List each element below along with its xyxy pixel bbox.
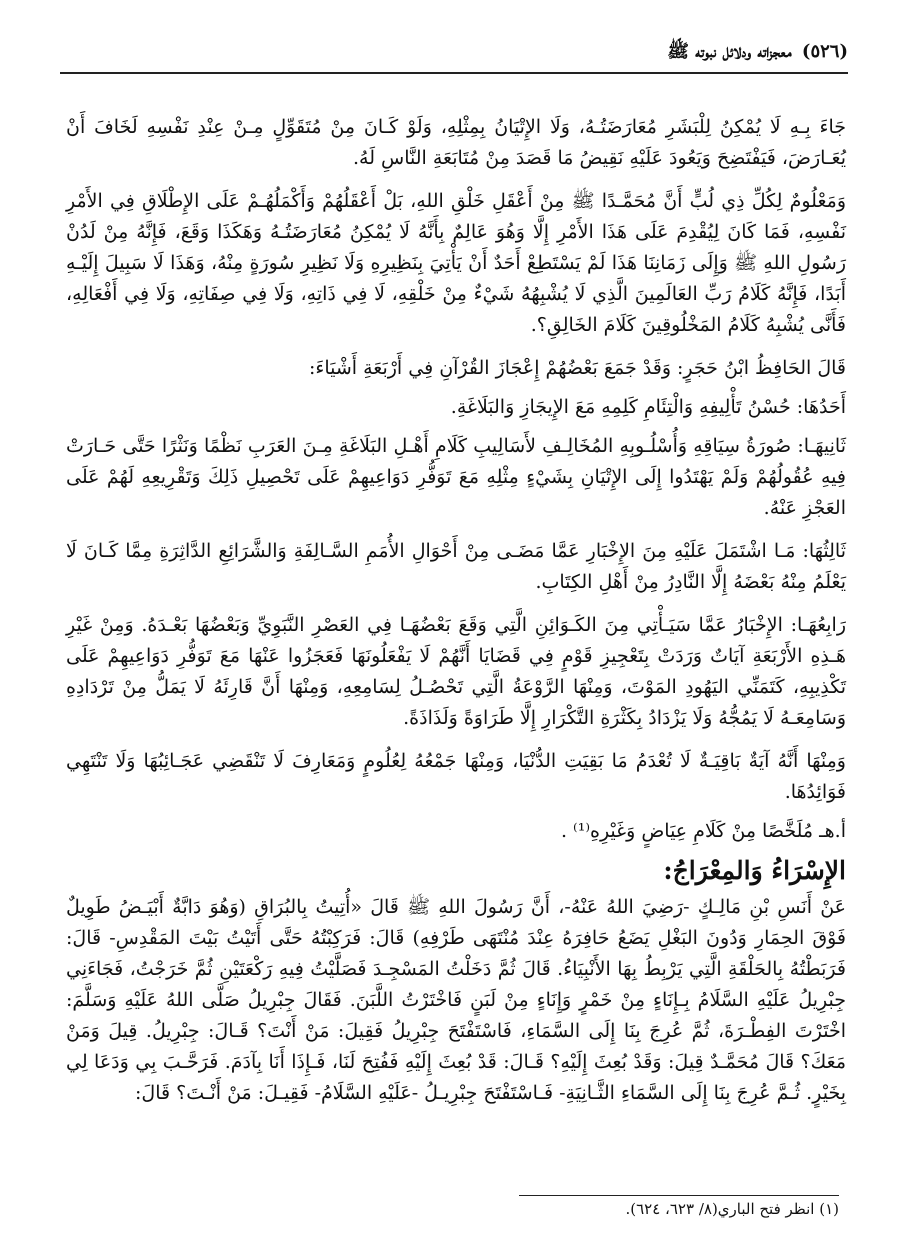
paragraph: رَابِعُهَـا: الإِخْبَارُ عَمَّا سَيَـأْتِي مِنَ الكَـوَائِنِ الَّتِي وَقَعَ بَعْضُهَـا فِي العَصْرِ النَّبَوِيِّ وَبَعْضُهَا بَعْـدَهُ. وَمِنْ غَيْرِ هَـذِهِ الأَرْبَعَةِ آيَاتٌ وَرَدَتْ بِتَعْجِيزِ قَوْمٍ فِي قَضَايَا أَنَّهُمْ لَا يَفْعَلُونَهَا فَعَجَزُوا عَنْهَا مَعَ تَوَفُّرِ دَوَاعِيهِمْ عَلَى تَكْذِيبِهِ، كَتَمَنِّي اليَهُودِ المَوْتَ، وَمِنْهَا الرَّوْعَةُ الَّتِي تَحْصُـلُ لِسَامِعِهِ، وَمِنْهَا أَنَّ قَارِئَهُ لَا يَمَلُّ مِنْ تَرْدَادِهِ وَسَامِعَـهُ لَا يَمُجُّهُ وَلَا يَزْدَادُ بِكَثْرَةِ التَّكْرَارِ إِلَّا طَرَاوَةً وَلَذَاذَةً. — [66, 614, 846, 729]
footnote-divider — [519, 1195, 839, 1196]
page-number: (٥٢٦) — [801, 41, 848, 62]
paragraph: قَالَ الحَافِظُ ابْنُ حَجَرٍ: وَقَدْ جَمَعَ بَعْضُهُمْ إِعْجَازَ القُرْآنِ فِي أَرْبَعَةِ أَشْيَاءَ: — [309, 357, 846, 379]
paragraph: جَاءَ بِـهِ لَا يُمْكِنُ لِلْبَشَرِ مُعَارَضَتُـهُ، وَلَا الإِتْيَانُ بِمِثْلِهِ، وَلَوْ كَـانَ مِنْ مُتَقَوِّلٍ مِـنْ عِنْدِ نَفْسِهِ لَخَافَ أَنْ يُعَـارَضَ، فَيَفْتَضِحَ وَيَعُودَ عَلَيْهِ نَقِيضُ مَا قَصَدَ مِنْ مُتَابَعَةِ النَّاسِ لَهُ. — [66, 116, 846, 169]
paragraph: ثَالِثُهَا: مَـا اشْتَمَلَ عَلَيْهِ مِنَ الإِخْبَارِ عَمَّا مَضَـى مِنْ أَحْوَالِ الأُمَمِ السَّـالِفَةِ وَالشَّرَائِعِ الدَّاثِرَةِ مِمَّا كَـانَ لَا يَعْلَمُ مِنْهُ بَعْضَهُ إِلَّا النَّادِرُ مِنْ أَهْلِ الكِتَابِ. — [66, 540, 846, 593]
running-header — [60, 40, 848, 74]
paragraph: ثَانِيهَـا: صُورَةُ سِيَاقِهِ وَأُسْلُـوبِهِ المُخَالِـفِ لأَسَالِيبِ كَلَامِ أَهْـلِ البَلَاغَةِ مِـنَ العَرَبِ نَظْمًا وَنَثْرًا حَتَّى حَـارَتْ فِيهِ عُقُولُهُمْ وَلَمْ يَهْتَدُوا إِلَى الإِتْيَانِ بِشَيْءٍ مِثْلِهِ مَعَ تَوَفُّرِ دَوَاعِيهِمْ عَلَى تَحْصِيلِ ذَلِكَ وَتَقْرِيعِهِ لَهُمْ عَلَى العَجْزِ عَنْهُ. — [66, 435, 846, 519]
running-title: معجزاته ودلائل نبوته ﷺ — [667, 41, 792, 62]
main-text — [66, 112, 846, 1121]
paragraph: عَنْ أَنَسِ بْنِ مَالِـكٍ -رَضِيَ اللهُ عَنْهُ-، أَنَّ رَسُولَ اللهِ ﷺ قَالَ «أُتِيتُ بِالبُرَاقِ (وَهُوَ دَابَّةٌ أَبْيَـضُ طَوِيلٌ فَوْقَ الحِمَارِ وَدُونَ البَغْلِ يَضَعُ حَافِرَهُ عِنْدَ مُنْتَهَى طَرْفِهِ) قَالَ: فَرَكِبْتُهُ حَتَّى أَتَيْتُ بَيْتَ المَقْدِسِ- قَالَ: فَرَبَطْتُهُ بِالحَلْقَةِ الَّتِي يَرْبِطُ بِهَا الأَنْبِيَاءُ. قَالَ ثُمَّ دَخَلْتُ المَسْجِـدَ فَصَلَّيْتُ فِيهِ رَكْعَتَيْنِ ثُمَّ خَرَجْتُ، فَجَاءَنِي جِبْرِيلُ عَلَيْهِ السَّلَامُ بِـإِنَاءٍ مِنْ خَمْرٍ وَإِنَاءٍ مِنْ لَبَنٍ فَاخْتَرْتُ اللَّبَنَ. فَقَالَ جِبْرِيلُ صَلَّى اللهُ عَلَيْهِ وَسَلَّمَ: اخْتَرْتَ الفِطْـرَةَ، ثُمَّ عُرِجَ بِنَا إِلَى السَّمَاءِ، فَاسْتَفْتَحَ جِبْرِيلُ فَقِيلَ: مَنْ أَنْتَ؟ قَـالَ: جِبْرِيلُ. قِيلَ وَمَنْ مَعَكَ؟ قَالَ مُحَمَّـدٌ قِيلَ: وَقَدْ بُعِثَ إِلَيْهِ؟ قَـالَ: قَدْ بُعِثَ إِلَيْهِ فَفُتِحَ لَنَا، فَـإِذَا أَنَا بِآدَمَ. فَرَحَّـبَ بِي وَدَعَا لِي بِخَيْرٍ. ثُـمَّ عُرِجَ بِنَا إِلَى السَّمَاءِ الثَّـانِيَةِ- فَـاسْتَفْتَحَ جِبْرِيـلُ -عَلَيْهِ السَّلَامُ- فَقِيـلَ: مَنْ أَنْـتَ؟ قَالَ: — [66, 896, 846, 1104]
paragraph: وَمِنْهَا أَنَّهُ آيَةٌ بَاقِيَـةٌ لَا تُعْدَمُ مَا بَقِيَتِ الدُّنْيَا، وَمِنْهَا جَمْعُهُ لِعُلُومٍ وَمَعَارِفَ لَا تَنْقَضِي عَجَـائِبُهَا وَلَا تَنْتَهِي فَوَائِدُهَا. — [66, 750, 846, 803]
paragraph: أ.هـ مُلَخَّصًا مِنْ كَلَامِ عِيَاضٍ وَغَيْرِهِ⁽¹⁾ . — [560, 820, 846, 842]
section-title: الإِسْرَاءُ وَالمِعْرَاجُ: — [663, 856, 846, 885]
footnote: (١) انظر فتح الباري(٨/ ٦٢٣، ٦٢٤). — [625, 1200, 839, 1218]
paragraph: أَحَدُهَا: حُسْنُ تَأْلِيفِهِ وَالْتِئَامِ كَلِمِهِ مَعَ الإِيجَازِ وَالبَلَاغَةِ. — [450, 396, 846, 418]
paragraph: وَمَعْلُومٌ لِكُلِّ ذِي لُبٍّ أَنَّ مُحَمَّـدًا ﷺ مِنْ أَعْقَلِ خَلْقِ اللهِ، بَلْ أَعْقَلُهُمْ وَأَكْمَلُهُـمْ عَلَى الإِطْلَاقِ فِي الأَمْرِ نَفْسِهِ، فَمَا كَانَ لِيُقْدِمَ عَلَى هَذَا الأَمْرِ إِلَّا وَهُوَ عَالِمٌ بِأَنَّهُ لَا يُمْكِنُ مُعَارَضَتُـهُ وَهَكَذَا وَقَعَ، فَإِنَّهُ مِنْ لَدُنْ رَسُولِ اللهِ ﷺ وَإِلَى زَمَانِنَا هَذَا لَمْ يَسْتَطِعْ أَحَدٌ أَنْ يَأْتِيَ بِنَظِيرِهِ وَلَا نَظِيرِ سُورَةٍ مِنْهُ، وَهَذَا لَا سَبِيلَ إِلَيْـهِ أَبَدًا، فَإِنَّهُ كَلَامُ رَبِّ العَالَمِينَ الَّذِي لَا يُشْبِهُهُ شَيْءٌ مِنْ خَلْقِهِ، لَا فِي ذَاتِهِ، وَلَا فِي صِفَاتِهِ، وَلَا فِي أَفْعَالِهِ، فَأَنَّى يُشْبِهُ كَلَامُ المَخْلُوقِينَ كَلَامَ الخَالِقِ؟. — [66, 190, 846, 336]
